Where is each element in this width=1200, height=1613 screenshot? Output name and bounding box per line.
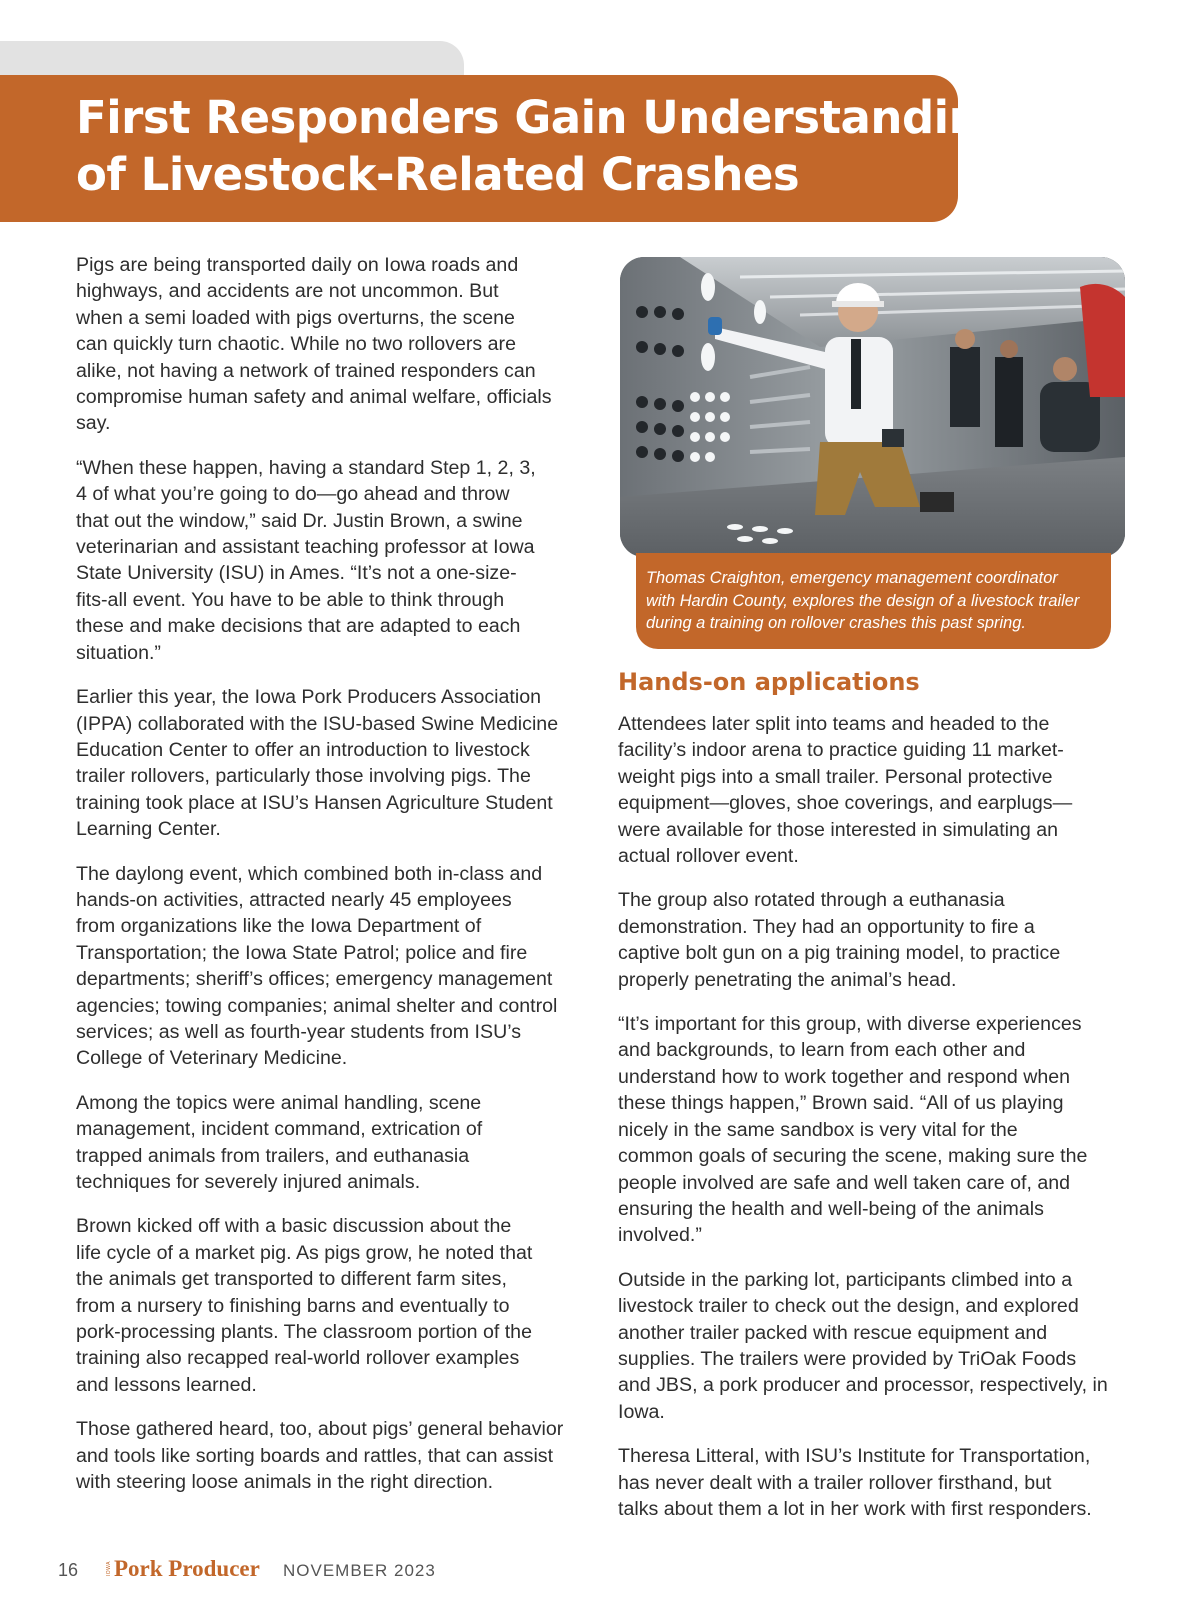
text-line: management, incident command, extrication of [76, 1118, 483, 1141]
page-number: 16 [58, 1560, 79, 1580]
text-line: another trailer packed with rescue equipment and [618, 1321, 1048, 1344]
paragraph [76, 1213, 596, 1398]
text-line: and tools like sorting boards and rattles, that can assist [76, 1444, 554, 1467]
paragraph [76, 1416, 596, 1495]
brand-prefix: IOWA [106, 1561, 112, 1577]
text-line: captive bolt gun on a pig training model, to practice [618, 942, 1061, 965]
title-line: of Livestock-Related Crashes [76, 148, 800, 201]
text-line: techniques for severely injured animals. [76, 1171, 421, 1193]
text-line: trailer rollovers, particularly those involving pigs. The [76, 765, 531, 788]
text-line: that out the window,” said Dr. Justin Brown, a swine [76, 509, 523, 532]
caption-line: with Hardin County, explores the design of a livestock trailer [646, 591, 1080, 610]
text-line: from a nursery to finishing barns and eventually to [76, 1294, 510, 1317]
text-line: facility’s indoor arena to practice guiding 11 market- [618, 739, 1064, 762]
text-line: veterinarian and assistant teaching professor at Iowa [76, 536, 535, 559]
text-line: common goals of securing the scene, making sure the [618, 1145, 1088, 1168]
article-title [76, 89, 1012, 203]
paragraph [76, 252, 596, 437]
text-line: Attendees later split into teams and headed to the [618, 713, 1050, 735]
paragraph [76, 861, 596, 1072]
text-line: “It’s important for this group, with diverse experiences [618, 1013, 1082, 1036]
text-line: life cycle of a market pig. As pigs grow, he noted that [76, 1241, 533, 1264]
paragraph [618, 1011, 1138, 1249]
text-line: Earlier this year, the Iowa Pork Producers Association [76, 686, 542, 709]
text-line: actual rollover event. [618, 845, 799, 868]
text-line: with steering loose animals in the right direction. [76, 1471, 494, 1494]
text-line: highways, and accidents are not uncommon. But [76, 280, 499, 303]
text-line: situation.” [76, 641, 161, 664]
magazine-brand: Pork Producer [114, 1556, 260, 1581]
text-line: and JBS, a pork producer and processor, respectively, in [618, 1374, 1108, 1397]
text-line: alike, not having a network of trained responders can [76, 359, 536, 382]
paragraph [76, 1090, 596, 1196]
text-line: can quickly turn chaotic. While no two rollovers are [76, 333, 516, 356]
text-line: Those gathered heard, too, about pigs’ general behavior [76, 1418, 564, 1441]
text-line: nicely in the same sandbox is very vital for the [618, 1118, 1018, 1141]
title-banner [0, 75, 1012, 222]
paragraph [618, 887, 1138, 993]
text-line: involved.” [618, 1224, 702, 1247]
text-line: services; as well as fourth-year students from ISU’s [76, 1020, 522, 1043]
text-line: demonstration. They had an opportunity to fire a [618, 915, 1035, 938]
text-line: departments; sheriff’s offices; emergency management [76, 968, 553, 991]
text-line: people involved are safe and well taken care of, and [618, 1171, 1071, 1194]
text-line: College of Veterinary Medicine. [76, 1047, 348, 1070]
text-line: The daylong event, which combined both in-class and [76, 862, 543, 885]
right-column [618, 257, 1138, 1540]
text-line: supplies. The trailers were provided by TriOak Foods [618, 1347, 1077, 1370]
text-line: say. [76, 412, 111, 435]
left-column [76, 252, 596, 1513]
trailer-photo-illustration [620, 257, 1125, 557]
text-line: Learning Center. [76, 818, 221, 841]
text-line: understand how to work together and respond when [618, 1065, 1071, 1088]
paragraph [618, 1267, 1138, 1425]
text-line: properly penetrating the animal’s head. [618, 968, 957, 991]
photo-caption [636, 553, 1111, 649]
text-line: Iowa. [618, 1400, 665, 1423]
text-line: these things happen,” Brown said. “All of us playing [618, 1092, 1064, 1115]
text-line: training also recapped real-world rollover examples [76, 1347, 520, 1370]
text-line: Outside in the parking lot, participants climbed into a [618, 1268, 1073, 1291]
text-line: Theresa Litteral, with ISU’s Institute for Transportation, [618, 1445, 1091, 1468]
text-line: were available for those interested in simulating an [618, 818, 1059, 841]
issue-date: NOVEMBER 2023 [283, 1561, 436, 1580]
text-line: and backgrounds, to learn from each other and [618, 1039, 1026, 1062]
paragraph [618, 711, 1138, 869]
text-line: livestock trailer to check out the design, and explored [618, 1295, 1079, 1318]
text-line: talks about them a lot in her work with first responders. [618, 1497, 1092, 1520]
text-line: hands-on activities, attracted nearly 45 employees [76, 888, 512, 911]
text-line: compromise human safety and animal welfare, officials [76, 386, 552, 409]
text-line: agencies; towing companies; animal shelter and control [76, 994, 558, 1017]
title-line: First Responders Gain Understanding [76, 91, 1012, 144]
text-line: Brown kicked off with a basic discussion about the [76, 1215, 512, 1238]
text-line: Education Center to offer an introduction to livestock [76, 738, 530, 761]
text-line: Transportation; the Iowa State Patrol; police and fire [76, 941, 528, 964]
trailer-photo [620, 257, 1125, 557]
paragraph [76, 684, 596, 842]
text-line: training took place at ISU’s Hansen Agriculture Student [76, 791, 553, 814]
text-line: “When these happen, having a standard Step 1, 2, 3, [76, 456, 536, 479]
text-line: trapped animals from trailers, and euthanasia [76, 1144, 470, 1167]
text-line: and lessons learned. [76, 1373, 257, 1396]
section-subhead: Hands-on applications [618, 668, 920, 696]
text-line: ensuring the health and well-being of the animals [618, 1197, 1044, 1220]
text-line: Pigs are being transported daily on Iowa roads and [76, 254, 519, 276]
caption-line: during a training on rollover crashes this past spring. [646, 614, 1026, 632]
text-line: (IPPA) collaborated with the ISU-based Swine Medicine [76, 712, 559, 735]
text-line: pork-processing plants. The classroom portion of the [76, 1321, 532, 1344]
text-line: The group also rotated through a euthanasia [618, 889, 1005, 912]
text-line: Among the topics were animal handling, scene [76, 1091, 482, 1114]
text-line: 4 of what you’re going to do—go ahead and throw [76, 483, 510, 506]
text-line: fits-all event. You have to be able to think through [76, 588, 505, 611]
text-line: weight pigs into a small trailer. Personal protective [618, 765, 1053, 788]
text-line: when a semi loaded with pigs overturns, the scene [76, 306, 515, 329]
text-line: the animals get transported to different farm sites, [76, 1268, 507, 1291]
paragraph [76, 455, 596, 666]
text-line: from organizations like the Iowa Department of [76, 915, 482, 938]
text-line: has never dealt with a trailer rollover firsthand, but [618, 1471, 1052, 1494]
text-line: these and make decisions that are adapted to each [76, 615, 521, 638]
caption-line: Thomas Craighton, emergency management coordinator [646, 569, 1058, 587]
text-line: equipment—gloves, shoe coverings, and earplugs— [618, 792, 1073, 815]
paragraph [618, 1443, 1138, 1522]
text-line: State University (ISU) in Ames. “It’s not a one-size- [76, 562, 517, 585]
